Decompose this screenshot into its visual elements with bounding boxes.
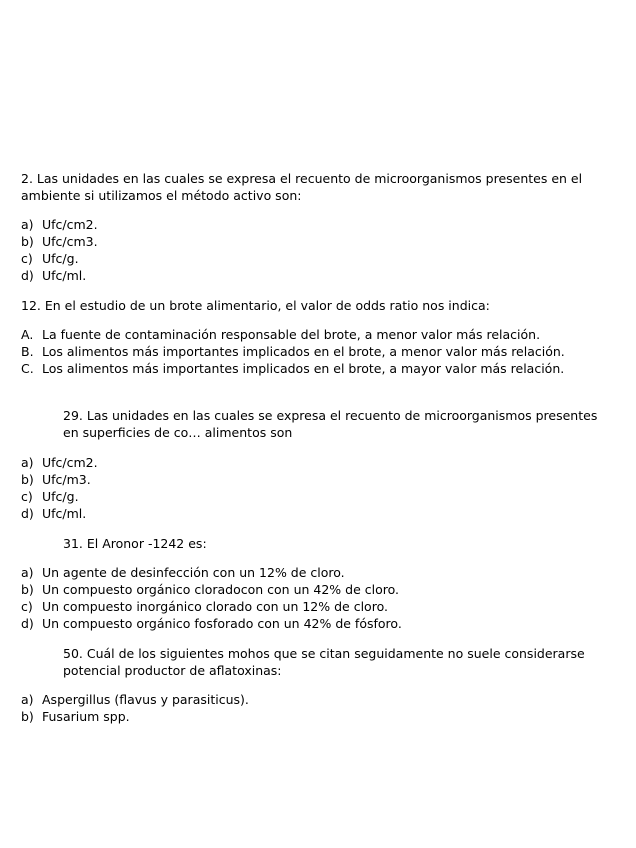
option-text: Un compuesto orgánico fosforado con un 42% de fósforo. — [42, 616, 402, 631]
option — [0, 250, 604, 267]
option-text: Ufc/cm3. — [42, 234, 98, 249]
option-marker: d) — [21, 616, 34, 631]
option-marker: d) — [21, 506, 34, 521]
option-marker: c) — [21, 599, 33, 614]
option — [0, 581, 604, 598]
option — [0, 471, 604, 488]
option-text: Un agente de desinfección con un 12% de cloro. — [42, 565, 345, 580]
option-text: La fuente de contaminación responsable del brote, a menor valor más relación. — [42, 327, 541, 342]
option — [0, 505, 604, 522]
option-marker: b) — [21, 582, 34, 597]
option — [0, 233, 604, 250]
option-marker: B. — [21, 344, 34, 359]
question-31-options — [0, 564, 604, 632]
option-text: Aspergillus (flavus y parasiticus). — [42, 692, 249, 707]
option-text: Ufc/cm2. — [42, 455, 98, 470]
option — [0, 564, 604, 581]
option-marker: a) — [21, 217, 34, 232]
option-text: Ufc/g. — [42, 489, 79, 504]
option-text: Ufc/ml. — [42, 268, 87, 283]
option-marker: C. — [21, 361, 34, 376]
question-12-options — [0, 326, 604, 377]
option-text: Fusarium spp. — [42, 709, 130, 724]
option — [0, 488, 604, 505]
option-marker: b) — [21, 709, 34, 724]
option-marker: a) — [21, 455, 34, 470]
option — [0, 454, 604, 471]
option-marker: c) — [21, 251, 33, 266]
option-text: Los alimentos más importantes implicados en el brote, a mayor valor más relación. — [42, 361, 565, 376]
option — [0, 708, 604, 725]
option-text: Los alimentos más importantes implicados en el brote, a menor valor más relación. — [42, 344, 565, 359]
option — [0, 216, 604, 233]
option-text: Ufc/ml. — [42, 506, 87, 521]
option — [0, 326, 604, 343]
option — [0, 615, 604, 632]
question-31: 31. El Aronor -1242 es: — [63, 536, 207, 551]
option-marker: c) — [21, 489, 33, 504]
question-50: 50. Cuál de los siguientes mohos que se citan seguidamente no suele considerarse potencial productor de aflatoxinas: — [63, 646, 585, 678]
option-marker: b) — [21, 472, 34, 487]
option-text: Ufc/g. — [42, 251, 79, 266]
option-text: Un compuesto inorgánico clorado con un 12% de cloro. — [42, 599, 388, 614]
option — [0, 343, 604, 360]
option — [0, 360, 604, 377]
option-text: Ufc/cm2. — [42, 217, 98, 232]
option-text: Un compuesto orgánico cloradocon con un 42% de cloro. — [42, 582, 400, 597]
option — [0, 267, 604, 284]
question-2: 2. Las unidades en las cuales se expresa el recuento de microorganismos presentes en el ambiente si utilizamos el método activo son: — [21, 171, 583, 203]
question-2-options — [0, 216, 604, 284]
option-marker: b) — [21, 234, 34, 249]
option-marker: a) — [21, 565, 34, 580]
question-29: 29. Las unidades en las cuales se expresa el recuento de microorganismos presentes en superficies de co… alimentos son — [63, 408, 598, 440]
option-marker: A. — [21, 327, 34, 342]
option — [0, 598, 604, 615]
question-29-options — [0, 454, 604, 522]
option — [0, 691, 604, 708]
option-marker: a) — [21, 692, 34, 707]
question-50-options — [0, 691, 604, 725]
option-text: Ufc/m3. — [42, 472, 91, 487]
option-marker: d) — [21, 268, 34, 283]
question-12: 12. En el estudio de un brote alimentario, el valor de odds ratio nos indica: — [21, 298, 490, 313]
